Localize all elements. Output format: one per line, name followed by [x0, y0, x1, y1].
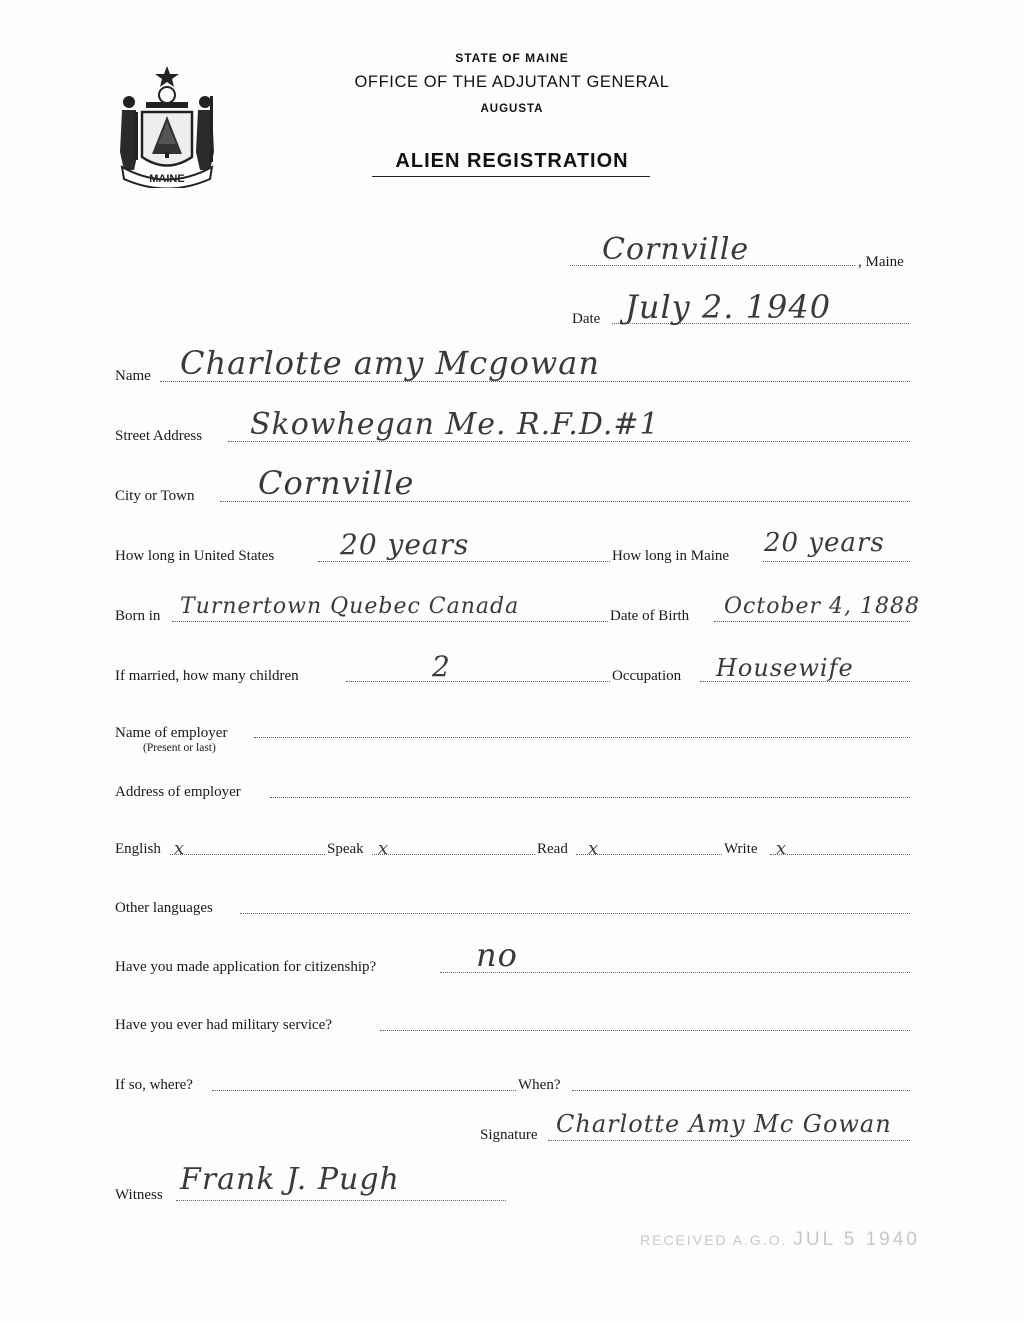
town-suffix: , Maine [858, 254, 904, 270]
name-label: Name [115, 368, 151, 384]
town-value[interactable]: Cornville [602, 232, 750, 267]
received-stamp-date: JUL 5 1940 [793, 1229, 920, 1250]
children-line [346, 681, 610, 682]
witness-line [176, 1200, 506, 1201]
children-value[interactable]: 2 [432, 650, 451, 683]
signature-label: Signature [480, 1127, 538, 1143]
date-value[interactable]: July 2. 1940 [625, 288, 832, 326]
received-stamp [640, 1229, 920, 1251]
where-line [212, 1090, 516, 1091]
city-or-town-label: City or Town [115, 488, 195, 504]
date-of-birth-value[interactable]: October 4, 1888 [724, 594, 921, 619]
other-languages-line [240, 913, 910, 914]
received-stamp-text: RECEIVED A.G.O. [640, 1232, 788, 1248]
speak-label: Speak [327, 841, 364, 857]
years-maine-label: How long in Maine [612, 548, 730, 564]
born-in-label: Born in [115, 608, 161, 624]
where-label: If so, where? [115, 1077, 193, 1093]
name-value[interactable]: Charlotte amy Mcgowan [180, 344, 600, 382]
office-heading: OFFICE OF THE ADJUTANT GENERAL [354, 73, 670, 91]
other-languages-label: Other languages [115, 900, 213, 916]
citizenship-value[interactable]: no [476, 936, 518, 974]
employer-address-line [270, 797, 910, 798]
date-label: Date [572, 311, 601, 327]
form-title: ALIEN REGISTRATION [395, 150, 629, 172]
speak-value[interactable]: x [378, 838, 390, 859]
write-value[interactable]: x [776, 838, 788, 859]
years-maine-line [763, 561, 910, 562]
signature-line [548, 1140, 910, 1141]
state-heading: STATE OF MAINE [455, 51, 569, 65]
when-line [572, 1090, 910, 1091]
employer-name-sublabel: (Present or last) [143, 742, 216, 754]
witness-value[interactable]: Frank J. Pugh [180, 1162, 400, 1197]
english-label: English [115, 841, 161, 857]
english-line [170, 854, 325, 855]
date-of-birth-label: Date of Birth [610, 608, 690, 624]
street-address-value[interactable]: Skowhegan Me. R.F.D.#1 [250, 407, 660, 442]
military-label: Have you ever had military service? [115, 1017, 332, 1033]
city-or-town-value[interactable]: Cornville [258, 464, 415, 502]
occupation-value[interactable]: Housewife [716, 654, 854, 682]
city-heading: AUGUSTA [480, 103, 544, 115]
years-us-label: How long in United States [115, 548, 275, 564]
seal-banner-text: MAINE [149, 173, 185, 185]
military-line [380, 1030, 910, 1031]
read-label: Read [537, 841, 568, 857]
citizenship-label: Have you made application for citizenship? [115, 959, 377, 975]
employer-address-label: Address of employer [115, 784, 241, 800]
children-label: If married, how many children [115, 668, 299, 684]
born-in-value[interactable]: Turnertown Quebec Canada [180, 594, 520, 619]
write-line [770, 854, 910, 855]
when-label: When? [518, 1077, 561, 1093]
occupation-label: Occupation [612, 668, 682, 684]
employer-name-label: Name of employer [115, 725, 228, 741]
years-us-value[interactable]: 20 years [340, 528, 470, 561]
employer-name-line [254, 737, 910, 738]
speak-line [372, 854, 535, 855]
signature-value[interactable]: Charlotte Amy Mc Gowan [556, 1110, 892, 1138]
years-us-line [318, 561, 610, 562]
english-value[interactable]: x [174, 838, 186, 859]
title-underline [372, 176, 650, 177]
born-in-line [172, 621, 608, 622]
write-label: Write [724, 841, 758, 857]
street-address-label: Street Address [115, 428, 203, 444]
years-maine-value[interactable]: 20 years [764, 528, 885, 558]
read-value[interactable]: x [588, 838, 600, 859]
date-of-birth-line [714, 621, 910, 622]
witness-label: Witness [115, 1187, 163, 1203]
